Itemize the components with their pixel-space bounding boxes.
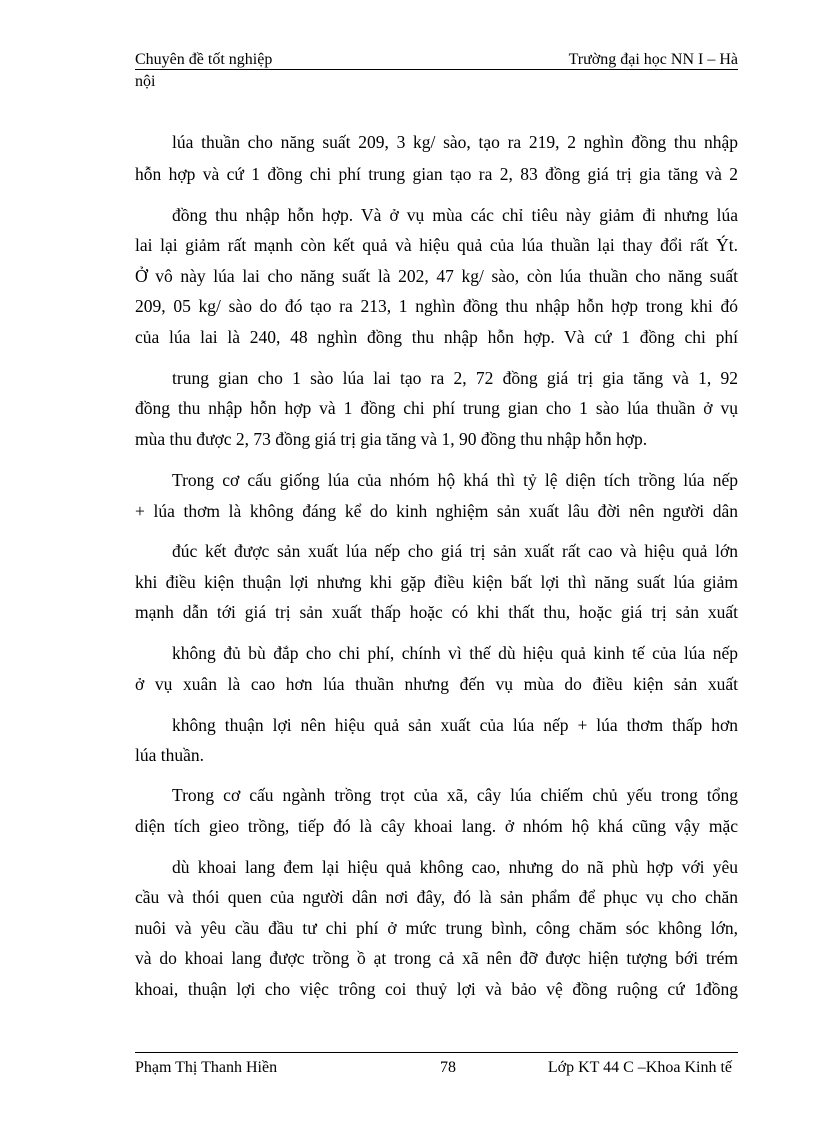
page-footer <box>135 1052 738 1078</box>
text-line: + lúa thơm là không đáng kể do kinh nghiệm sản xuất lâu đời nên người dân <box>135 501 738 521</box>
header-title-left: Chuyên đề tốt nghiệp <box>135 51 273 68</box>
text-line: của lúa lai là 240, 48 nghìn đồng thu nhập hỗn hợp. Và cứ 1 đồng chi phí <box>135 327 738 347</box>
text-line: và do khoai lang được trồng ồ ạt trong cả xã nên đỡ được hiện tượng bới trém <box>135 948 738 968</box>
text-line: không đủ bù đắp cho chi phí, chính vì thế dù hiệu quả kinh tế của lúa nếp <box>172 643 738 663</box>
text-line: đồng thu nhập hỗn hợp. Và ở vụ mùa các chỉ tiêu này giảm đi nhưng lúa <box>172 205 738 225</box>
text-line: lúa thuần. <box>135 745 205 765</box>
text-line: mạnh dẫn tới giá trị sản xuất thấp hoặc có khi thất thu, hoặc giá trị sản xuất <box>135 602 738 622</box>
page-number: 78 <box>440 1059 456 1076</box>
text-line: nuôi và yêu cầu đầu tư chi phí ở mức trung bình, công chăm sóc không lớn, <box>135 918 738 938</box>
text-line: không thuận lợi nên hiệu quả sản xuất của lúa nếp + lúa thơm thấp hơn <box>172 715 738 735</box>
text-line: Ở vô này lúa lai cho năng suất là 202, 47 kg/ sào, còn lúa thuần cho năng suất <box>135 266 738 286</box>
text-line: Trong cơ cấu ngành trồng trọt của xã, cây lúa chiếm chủ yếu trong tổng <box>172 785 738 805</box>
text-line: cầu và thói quen của người dân nơi đây, đó là sản phẩm để phục vụ cho chăn <box>135 887 738 907</box>
text-line: hỗn hợp và cứ 1 đồng chi phí trung gian tạo ra 2, 83 đồng giá trị gia tăng và 2 <box>135 164 738 184</box>
text-line: diện tích gieo trồng, tiếp đó là cây khoai lang. ở nhóm hộ khá cũng vậy mặc <box>135 816 738 836</box>
footer-author: Phạm Thị Thanh Hiền <box>135 1059 278 1076</box>
text-line: trung gian cho 1 sào lúa lai tạo ra 2, 72 đồng giá trị gia tăng và 1, 92 <box>172 368 738 388</box>
text-line: khi điều kiện thuận lợi nhưng khi gặp điều kiện bất lợi thì năng suất lúa giảm <box>135 572 738 592</box>
text-line: lai lại giảm rất mạnh còn kết quả và hiệu quả của lúa thuần lại thay đổi rất Ýt. <box>135 235 738 255</box>
text-line: dù khoai lang đem lại hiệu quả không cao, nhưng do nã phù hợp với yêu <box>172 857 738 877</box>
text-line: đúc kết được sản xuất lúa nếp cho giá trị sản xuất rất cao và hiệu quả lớn <box>172 541 738 561</box>
footer-class-info: Lớp KT 44 C –Khoa Kinh tế <box>547 1059 732 1076</box>
text-line: ở vụ xuân là cao hơn lúa thuần nhưng đến vụ mùa do điều kiện sản xuất <box>135 674 738 694</box>
text-line: 209, 05 kg/ sào do đó tạo ra 213, 1 nghìn đồng thu nhập hỗn hợp trong khi đó <box>135 296 738 316</box>
text-line: khoai, thuận lợi cho việc trông coi thuỷ lợi và bảo vệ đồng ruộng cứ 1đồng <box>135 979 738 999</box>
text-line: đồng thu nhập hỗn hợp và 1 đồng chi phí trung gian cho 1 sào lúa thuần ở vụ <box>135 398 738 418</box>
header-title-right: Trường đại học NN I – Hà <box>568 51 738 68</box>
header-title-continuation: nội <box>135 73 156 90</box>
text-line: Trong cơ cấu giống lúa của nhóm hộ khá thì tỷ lệ diện tích trồng lúa nếp <box>172 470 738 490</box>
text-line: mùa thu được 2, 73 đồng giá trị gia tăng và 1, 90 đồng thu nhập hỗn hợp. <box>135 429 648 449</box>
text-line: lúa thuần cho năng suất 209, 3 kg/ sào, tạo ra 219, 2 nghìn đồng thu nhập <box>172 132 738 152</box>
page-header <box>135 50 738 70</box>
